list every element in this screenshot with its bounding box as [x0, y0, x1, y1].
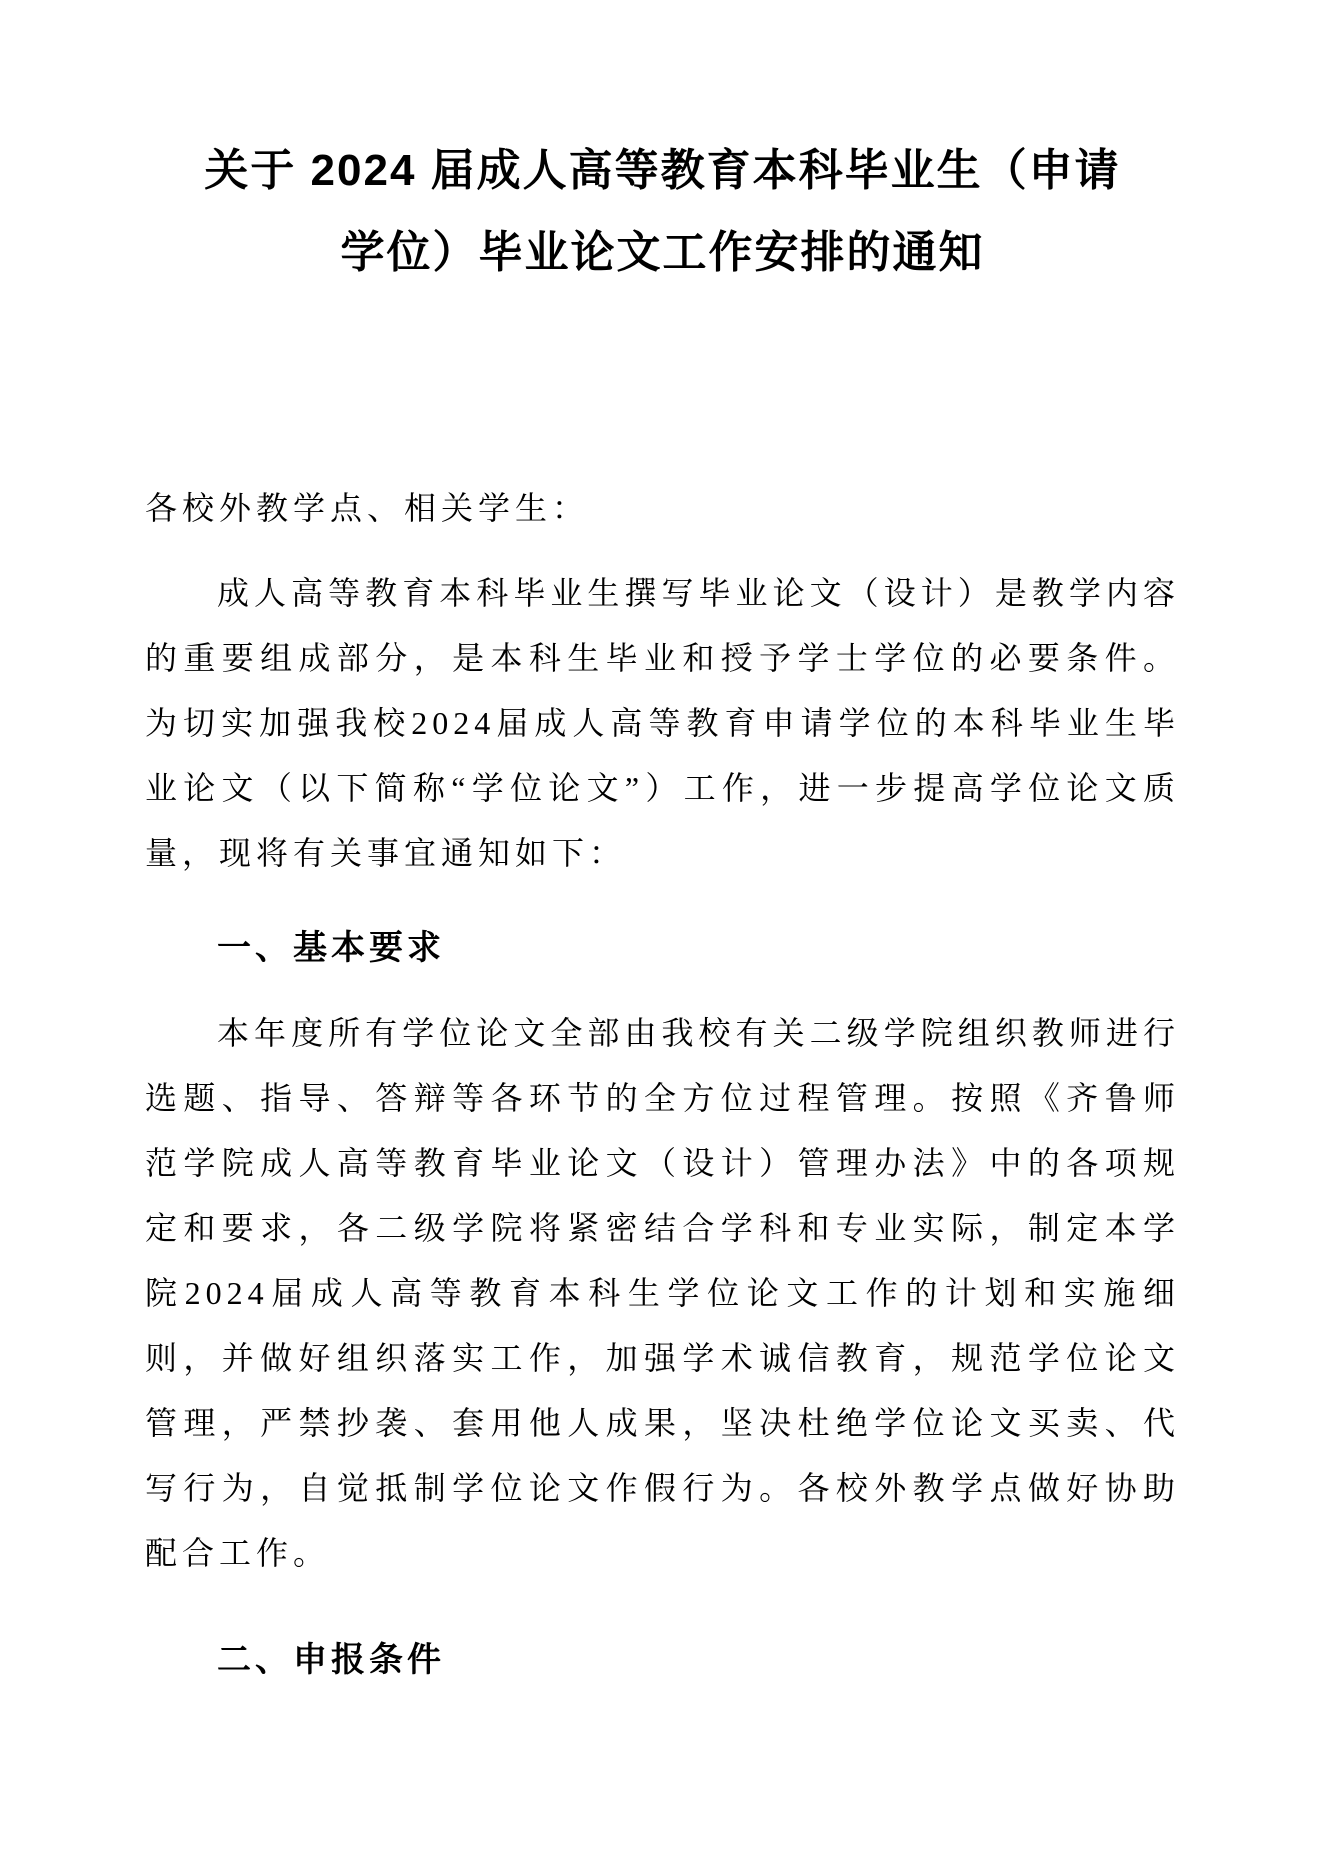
- section-heading-basic-requirements: 一、基本要求: [217, 929, 445, 967]
- document-title: [145, 130, 1180, 294]
- section-heading-application-conditions: 二、申报条件: [217, 1641, 445, 1679]
- salutation-line: 各校外教学点、相关学生：: [145, 490, 590, 526]
- document-title-line-2: 学位）毕业论文工作安排的通知: [340, 228, 985, 277]
- intro-paragraph: 成人高等教育本科毕业生撰写毕业论文（设计）是教学内容的重要组成部分，是本科生毕业和授予学士学位的必要条件。为切实加强我校2024届成人高等教育申请学位的本科毕业生毕业论文（以下简称“学位论文”）工作，进一步提高学位论文质量，现将有关事宜通知如下：: [145, 575, 1180, 871]
- document-title-line-1: 关于 2024 届成人高等教育本科毕业生（申请: [204, 146, 1121, 195]
- section-basic-requirements-paragraph: 本年度所有学位论文全部由我校有关二级学院组织教师进行选题、指导、答辩等各环节的全方位过程管理。按照《齐鲁师范学院成人高等教育毕业论文（设计）管理办法》中的各项规定和要求，各二级学院将紧密结合学科和专业实际，制定本学院2024届成人高等教育本科生学位论文工作的计划和实施细则，并做好组织落实工作，加强学术诚信教育，规范学位论文管理，严禁抄袭、套用他人成果，坚决杜绝学位论文买卖、代写行为，自觉抵制学位论文作假行为。各校外教学点做好协助配合工作。: [145, 1015, 1180, 1571]
